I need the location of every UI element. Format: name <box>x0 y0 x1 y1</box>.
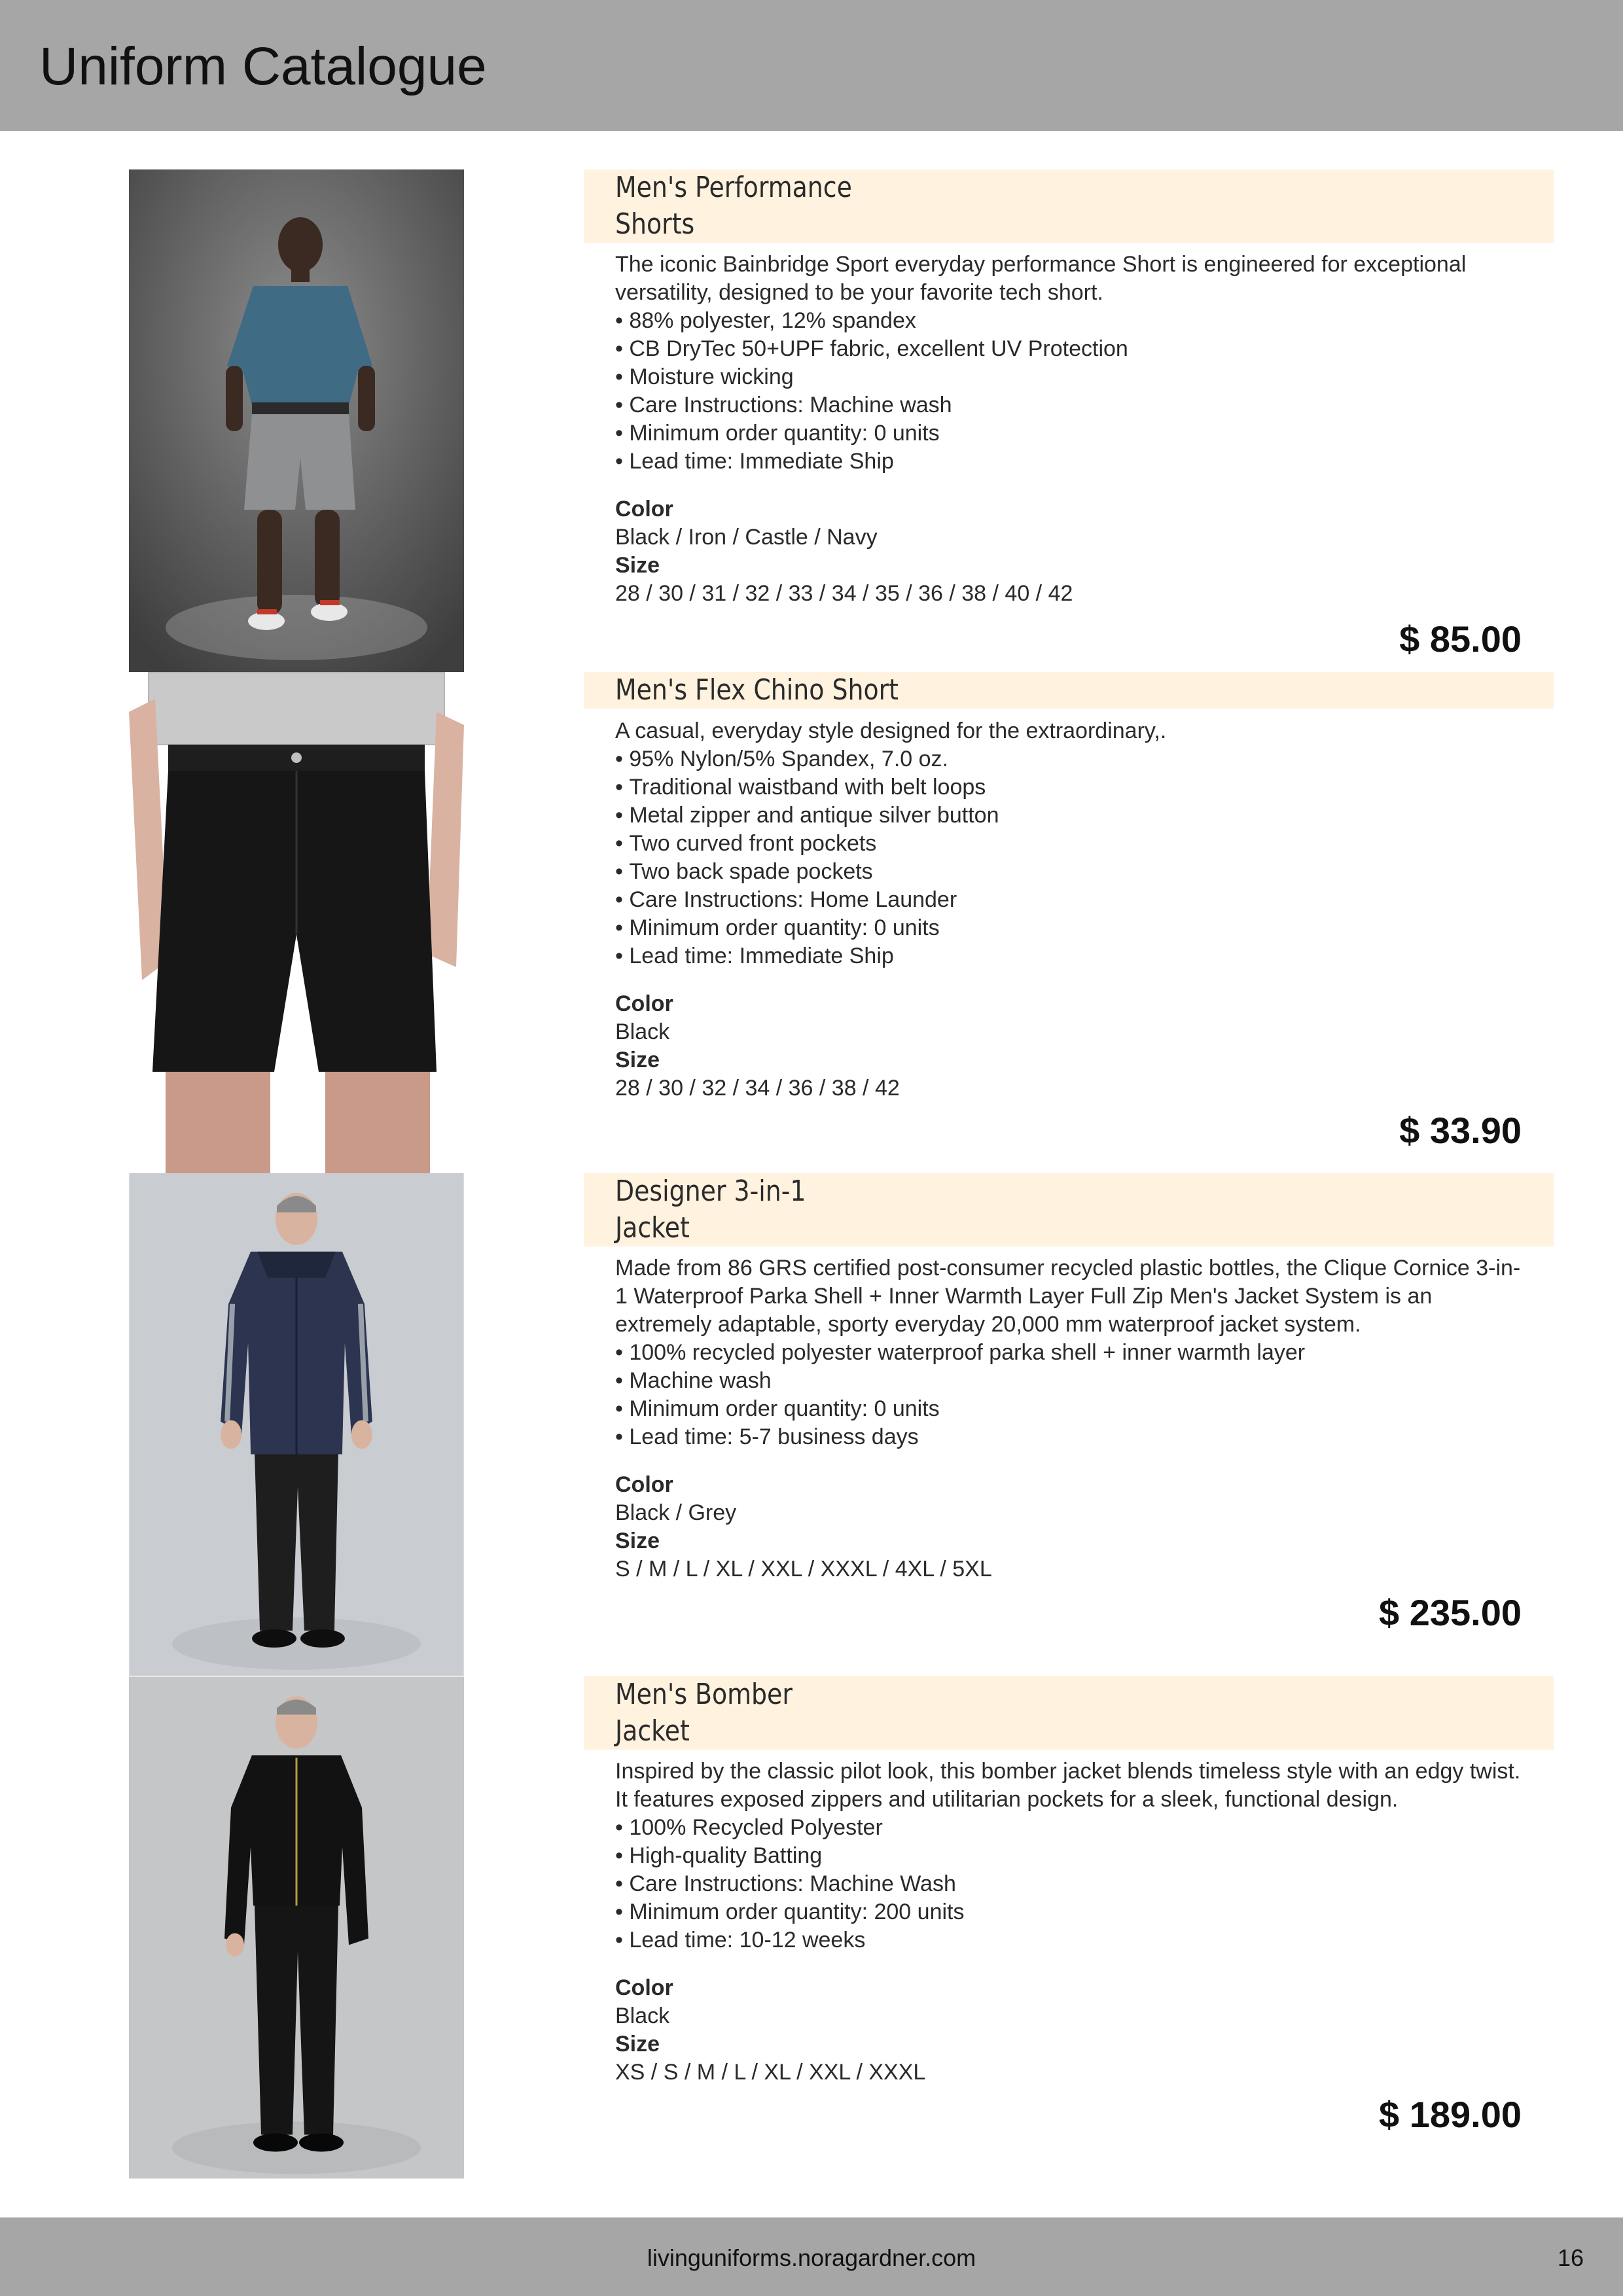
feature-item: • 95% Nylon/5% Spandex, 7.0 oz. <box>615 745 1525 773</box>
feature-item: • Lead time: 5-7 business days <box>615 1423 1525 1451</box>
product-title-bar <box>584 1173 1554 1246</box>
product-details <box>615 251 1525 608</box>
product-title-bar <box>584 1676 1554 1750</box>
product-price: $ 33.90 <box>1399 1110 1522 1151</box>
feature-item: • High-quality Batting <box>615 1842 1525 1870</box>
product-features <box>615 307 1525 476</box>
product-description: The iconic Bainbridge Sport everyday performance Short is engineered for exceptional versatility, designed to be your favorite tech short. <box>615 252 1467 305</box>
product-photo-bomber-jacket <box>129 1676 464 2179</box>
product-title <box>615 1676 1422 1750</box>
product-price: $ 85.00 <box>1399 618 1522 660</box>
product-attributes <box>615 1471 1525 1583</box>
product-title-bar <box>584 169 1554 243</box>
feature-item: • Care Instructions: Home Launder <box>615 886 1525 914</box>
footer-website-link[interactable]: livinguniforms.noragardner.com <box>647 2244 976 2271</box>
page-number: 16 <box>1557 2244 1584 2271</box>
product-photo-designer-jacket <box>129 1173 464 1676</box>
product-flex-chino-short <box>0 672 1623 1173</box>
product-features <box>615 745 1525 970</box>
page-header <box>0 0 1623 131</box>
feature-item: • Lead time: Immediate Ship <box>615 942 1525 970</box>
product-details <box>615 717 1525 1103</box>
product-details <box>615 1757 1525 2087</box>
feature-item: • Two curved front pockets <box>615 830 1525 858</box>
product-title-line: Jacket <box>615 1211 690 1245</box>
feature-item: • Minimum order quantity: 0 units <box>615 914 1525 942</box>
feature-item: • Lead time: 10-12 weeks <box>615 1926 1525 1954</box>
product-attributes <box>615 1974 1525 2087</box>
feature-item: • Machine wash <box>615 1367 1525 1395</box>
product-title-line: Men's Flex Chino Short <box>615 673 899 707</box>
size-values: 28 / 30 / 32 / 34 / 36 / 38 / 42 <box>615 1076 900 1101</box>
product-title <box>615 1173 1422 1246</box>
feature-item: • 100% Recycled Polyester <box>615 1814 1525 1842</box>
feature-item: • Minimum order quantity: 200 units <box>615 1898 1525 1926</box>
product-title <box>615 169 1422 243</box>
product-features <box>615 1339 1525 1451</box>
color-values: Black / Grey <box>615 1500 737 1525</box>
product-description: Made from 86 GRS certified post-consumer recycled plastic bottles, the Clique Cornice 3-in-1 Waterproof Parka Shell + Inner Warmth Layer Full Zip Men's Jacket System is an extremely adaptable, sporty everyday 20,000 mm waterproof jacket system. <box>615 1256 1521 1337</box>
product-description: A casual, everyday style designed for the extraordinary,. <box>615 718 1167 743</box>
feature-item: • 100% recycled polyester waterproof parka shell + inner warmth layer <box>615 1339 1525 1367</box>
size-label: Size <box>615 1048 660 1072</box>
feature-item: • 88% polyester, 12% spandex <box>615 307 1525 335</box>
product-bomber-jacket <box>0 1676 1623 2178</box>
product-performance-shorts <box>0 169 1623 672</box>
color-label: Color <box>615 991 673 1016</box>
product-title <box>615 672 1422 709</box>
product-title-line: Men's Bomber <box>615 1678 793 1711</box>
feature-item: • Minimum order quantity: 0 units <box>615 1395 1525 1423</box>
product-price: $ 189.00 <box>1379 2094 1522 2135</box>
color-label: Color <box>615 497 673 521</box>
product-title-line: Men's Performance <box>615 171 852 204</box>
product-description: Inspired by the classic pilot look, this bomber jacket blends timeless style with an edgy twist. It features exposed zippers and utilitarian pockets for a sleek, functional design. <box>615 1759 1521 1812</box>
size-label: Size <box>615 553 660 578</box>
feature-item: • Minimum order quantity: 0 units <box>615 419 1525 448</box>
color-values: Black <box>615 2004 670 2028</box>
product-details <box>615 1254 1525 1583</box>
color-label: Color <box>615 1472 673 1497</box>
product-title-line: Shorts <box>615 207 695 241</box>
color-label: Color <box>615 1975 673 2000</box>
product-features <box>615 1814 1525 1954</box>
product-title-bar <box>584 672 1554 709</box>
feature-item: • Care Instructions: Machine wash <box>615 391 1525 419</box>
product-photo-flex-chino-short <box>129 672 464 1174</box>
size-values: 28 / 30 / 31 / 32 / 33 / 34 / 35 / 36 / 38 / 40 / 42 <box>615 581 1073 606</box>
product-price: $ 235.00 <box>1379 1592 1522 1633</box>
size-values: XS / S / M / L / XL / XXL / XXXL <box>615 2060 926 2085</box>
size-values: S / M / L / XL / XXL / XXXL / 4XL / 5XL <box>615 1557 992 1581</box>
feature-item: • CB DryTec 50+UPF fabric, excellent UV Protection <box>615 335 1525 363</box>
product-attributes <box>615 990 1525 1103</box>
page-title: Uniform Catalogue <box>39 37 487 96</box>
product-designer-jacket <box>0 1173 1623 1676</box>
product-title-line: Jacket <box>615 1714 690 1748</box>
color-values: Black / Iron / Castle / Navy <box>615 525 878 550</box>
feature-item: • Metal zipper and antique silver button <box>615 802 1525 830</box>
product-title-line: Designer 3-in-1 <box>615 1174 806 1208</box>
size-label: Size <box>615 2032 660 2057</box>
product-attributes <box>615 495 1525 608</box>
feature-item: • Lead time: Immediate Ship <box>615 448 1525 476</box>
page-footer <box>0 2217 1623 2296</box>
feature-item: • Two back spade pockets <box>615 858 1525 886</box>
feature-item: • Care Instructions: Machine Wash <box>615 1870 1525 1898</box>
size-label: Size <box>615 1528 660 1553</box>
feature-item: • Moisture wicking <box>615 363 1525 391</box>
feature-item: • Traditional waistband with belt loops <box>615 773 1525 802</box>
color-values: Black <box>615 1019 670 1044</box>
product-photo-performance-shorts <box>129 169 464 672</box>
